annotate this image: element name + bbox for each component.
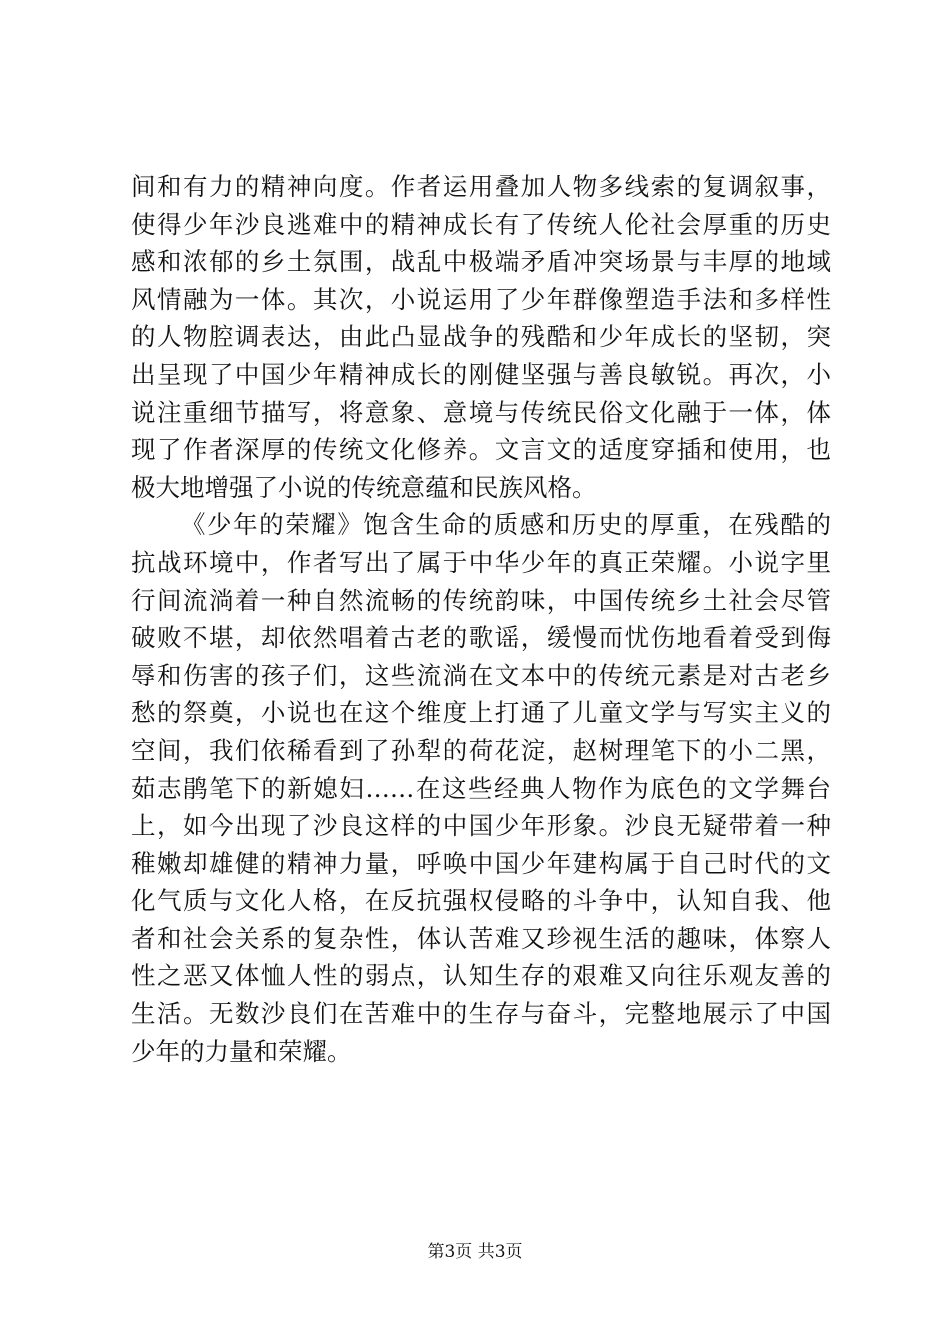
text-line: 性之恶又体恤人性的弱点，认知生存的艰难又向往乐观友善的 — [131, 961, 831, 991]
text-line: 感和浓郁的乡土氛围，战乱中极端矛盾冲突场景与丰厚的地域 — [131, 247, 831, 277]
text-line: 茹志鹃笔下的新媳妇……在这些经典人物作为底色的文学舞台 — [131, 773, 831, 803]
text-line: 破败不堪，却依然唱着古老的歌谣，缓慢而忧伤地看着受到侮 — [131, 623, 831, 653]
text-line: 行间流淌着一种自然流畅的传统韵味，中国传统乡土社会尽管 — [131, 585, 831, 615]
text-line: 间和有力的精神向度。作者运用叠加人物多线索的复调叙事， — [131, 172, 831, 201]
text-line: 稚嫩却雄健的精神力量，呼唤中国少年建构属于自己时代的文 — [131, 848, 831, 878]
text-line: 生活。无数沙良们在苦难中的生存与奋斗，完整地展示了中国 — [131, 999, 831, 1029]
text-line: 愁的祭奠，小说也在这个维度上打通了儿童文学与写实主义的 — [131, 698, 831, 728]
text-line: 抗战环境中，作者写出了属于中华少年的真正荣耀。小说字里 — [131, 547, 831, 577]
text-line: 风情融为一体。其次，小说运用了少年群像塑造手法和多样性 — [131, 284, 831, 314]
text-line: 辱和伤害的孩子们，这些流淌在文本中的传统元素是对古老乡 — [131, 660, 831, 690]
text-line: 上，如今出现了沙良这样的中国少年形象。沙良无疑带着一种 — [131, 811, 831, 841]
text-line: 化气质与文化人格，在反抗强权侵略的斗争中，认知自我、他 — [131, 886, 831, 916]
text-line: 出呈现了中国少年精神成长的刚健坚强与善良敏锐。再次，小 — [131, 359, 831, 389]
page-footer: 第3页 共3页 — [427, 1242, 523, 1262]
body-text — [131, 168, 831, 1070]
text-line: 少年的力量和荣耀。 — [131, 1036, 352, 1066]
text-line: 使得少年沙良逃难中的精神成长有了传统人伦社会厚重的历史 — [131, 209, 831, 239]
text-line: 者和社会关系的复杂性，体认苦难又珍视生活的趣味，体察人 — [131, 923, 831, 953]
text-line: 《少年的荣耀》饱含生命的质感和历史的厚重，在残酷的 — [181, 510, 831, 540]
text-line: 空间，我们依稀看到了孙犁的荷花淀，赵树理笔下的小二黑， — [131, 735, 831, 765]
text-line: 的人物腔调表达，由此凸显战争的残酷和少年成长的坚韧，突 — [131, 322, 831, 352]
text-line: 现了作者深厚的传统文化修养。文言文的适度穿插和使用，也 — [131, 435, 831, 465]
text-line: 极大地增强了小说的传统意蕴和民族风格。 — [131, 472, 597, 502]
text-line: 说注重细节描写，将意象、意境与传统民俗文化融于一体，体 — [131, 397, 831, 427]
